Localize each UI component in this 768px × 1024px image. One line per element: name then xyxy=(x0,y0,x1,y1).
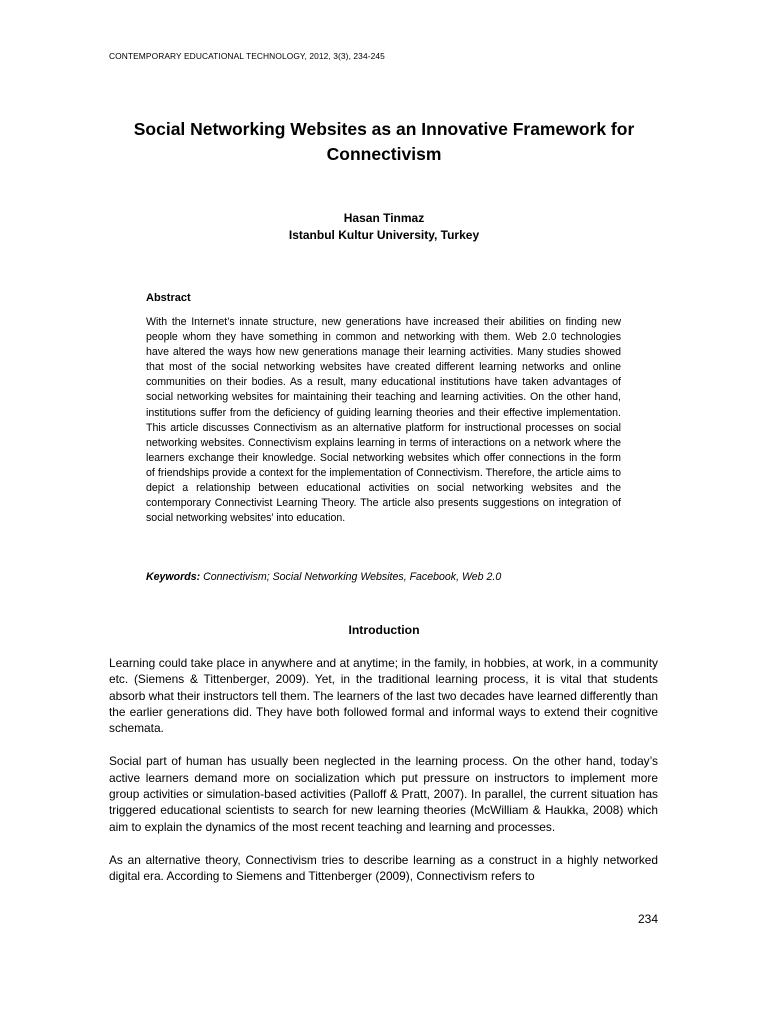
paper-title: Social Networking Websites as an Innovative Framework for Connectivism xyxy=(133,119,635,164)
author-name: Hasan Tinmaz xyxy=(343,211,425,225)
keywords-text: Connectivism; Social Networking Websites, Facebook, Web 2.0 xyxy=(200,571,502,583)
page-number: 234 xyxy=(637,912,658,926)
abstract-section xyxy=(146,291,621,526)
keywords xyxy=(146,570,621,585)
body-paragraph: Social part of human has usually been neglected in the learning process. On the other hand, today’s active learners demand more on socialization which put pressure on instructors to implement more group activities or simulation-based activities (Palloff & Pratt, 2007). In parallel, the current situation has triggered educational scientists to search for new learning theories (McWilliam & Haukka, 2008) which aim to explain the dynamics of the most recent teaching and learning and processes. xyxy=(109,754,658,834)
body-paragraph: As an alternative theory, Connectivism tries to describe learning as a construct in a highly networked digital era. According to Siemens and Tittenberger (2009), Connectivism refers to xyxy=(109,852,658,884)
introduction-body xyxy=(109,655,658,902)
body-paragraph: Learning could take place in anywhere and at anytime; in the family, in hobbies, at work, in a community etc. (Siemens & Tittenberger, 2009). Yet, in the traditional learning process, it is vital that students absorb what their instructors tell them. The learners of the last two decades have learned differently than the earlier generations did. They have both followed formal and informal ways to extend their cognitive schemata. xyxy=(109,656,658,736)
keywords-label: Keywords: xyxy=(146,571,201,583)
introduction-heading: Introduction xyxy=(348,623,420,637)
author-block xyxy=(100,210,668,244)
running-head: CONTEMPORARY EDUCATIONAL TECHNOLOGY, 2012, 3(3), 234-245 xyxy=(109,51,385,61)
abstract-heading: Abstract xyxy=(146,292,191,304)
abstract-text: With the Internet’s innate structure, new generations have increased their abilities on finding new people whom they have something in common and networking with them. Web 2.0 technologies have altered the ways how new generations manage their learning activities. Many studies showed that most of the social networking websites have created different learning networks and online communities on their bodies. As a result, many educational institutions have taken advantages of social networking websites for maintaining their teaching and learning activities. On the other hand, institutions suffer from the deficiency of guiding learning theories and their effective implementation. This article discusses Connectivism as an alternative platform for instructional processes on social networking websites. Connectivism explains learning in terms of interactions on a network where the learners exchange their knowledge. Social networking websites which offer connections in the form of friendships provide a context for the implementation of Connectivism. Therefore, the article aims to depict a relationship between educational activities on social networking websites and the contemporary Connectivist Learning Theory. The article also presents suggestions on integration of social networking websites’ into education. xyxy=(146,316,621,525)
author-affiliation: Istanbul Kultur University, Turkey xyxy=(288,228,480,242)
